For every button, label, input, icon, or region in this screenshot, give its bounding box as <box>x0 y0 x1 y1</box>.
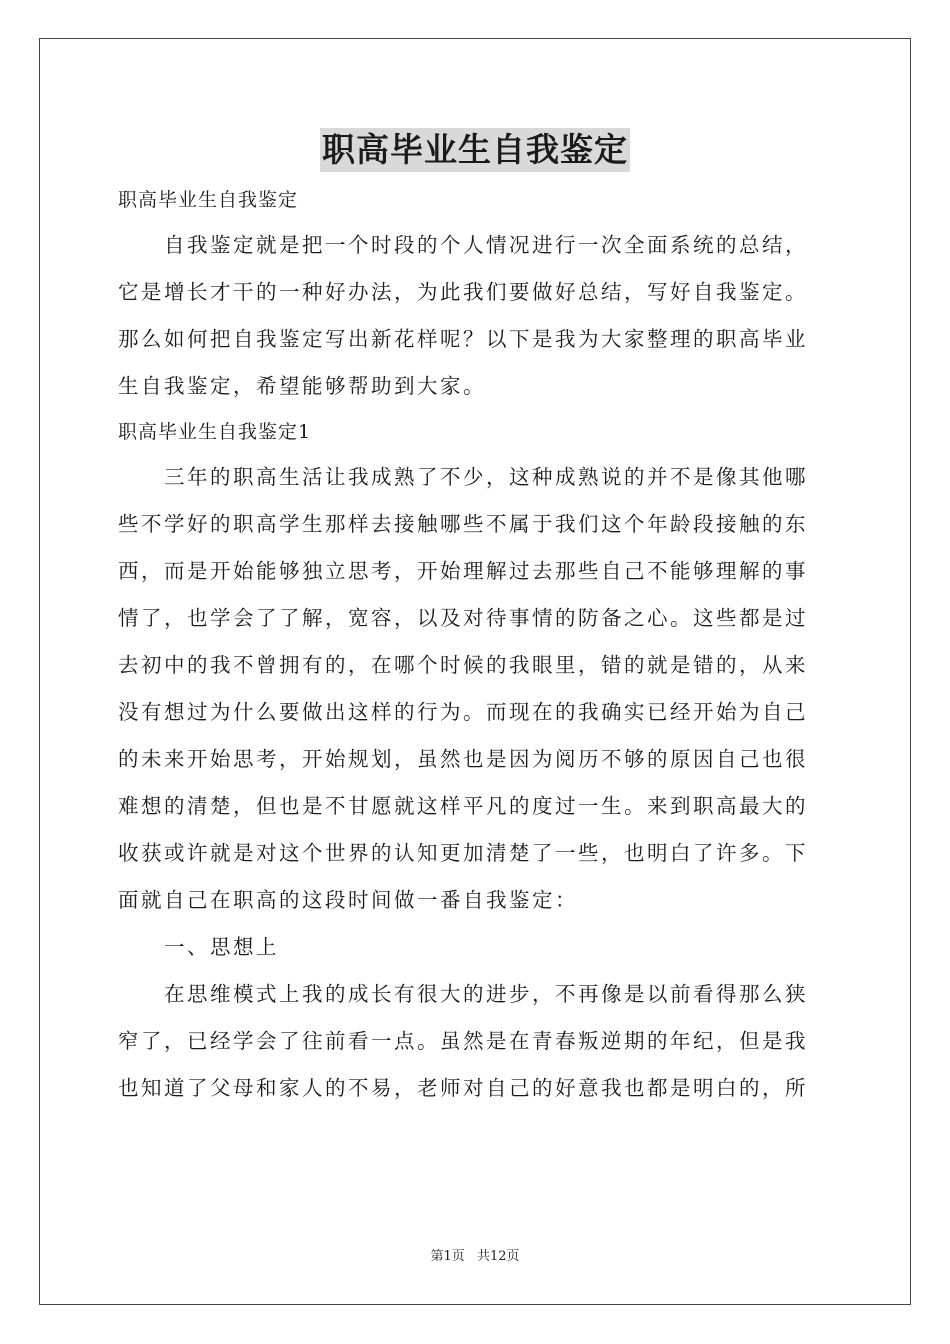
section-line: 面就自己在职高的这段时间做一番自我鉴定： <box>118 888 578 912</box>
intro-line: 那么如何把自我鉴定写出新花样呢？以下是我为大家整理的职高毕业 <box>118 327 808 351</box>
section-line: 西，而是开始能够独立思考，开始理解过去那些自己不能够理解的事 <box>118 559 808 583</box>
section-line: 没有想过为什么要做出这样的行为。而现在的我确实已经开始为自己 <box>118 700 808 724</box>
section-line: 难想的清楚，但也是不甘愿就这样平凡的度过一生。来到职高最大的 <box>118 794 808 818</box>
page-number: 第1页 <box>430 1249 465 1264</box>
section-line: 些不学好的职高学生那样去接触哪些不属于我们这个年龄段接触的东 <box>118 512 808 536</box>
intro-line: 自我鉴定就是把一个时段的个人情况进行一次全面系统的总结， <box>164 233 808 257</box>
section-line: 去初中的我不曾拥有的，在哪个时候的我眼里，错的就是错的，从来 <box>118 653 808 677</box>
document-title: 职高毕业生自我鉴定 <box>320 128 630 172</box>
document-subtitle: 职高毕业生自我鉴定 <box>118 189 299 211</box>
section-line: 收获或许就是对这个世界的认知更加清楚了一些，也明白了许多。下 <box>118 841 808 865</box>
page-total: 共12页 <box>476 1249 520 1264</box>
sub-line: 窄了，已经学会了往前看一点。虽然是在青春叛逆期的年纪，但是我 <box>118 1029 808 1053</box>
document-body <box>118 178 838 1112</box>
sub-line: 在思维模式上我的成长有很大的进步，不再像是以前看得那么狭 <box>164 982 808 1006</box>
sub-line: 也知道了父母和家人的不易，老师对自己的好意我也都是明白的，所 <box>118 1076 808 1100</box>
intro-line: 生自我鉴定，希望能够帮助到大家。 <box>118 374 486 398</box>
section-heading: 职高毕业生自我鉴定1 <box>118 421 312 443</box>
subheading: 一、思想上 <box>164 935 279 959</box>
section-line: 情了，也学会了了解，宽容，以及对待事情的防备之心。这些都是过 <box>118 606 808 630</box>
section-line: 三年的职高生活让我成熟了不少，这种成熟说的并不是像其他哪 <box>164 465 808 489</box>
title-container <box>0 128 950 172</box>
page-footer <box>0 1245 950 1264</box>
section-line: 的未来开始思考，开始规划，虽然也是因为阅历不够的原因自己也很 <box>118 747 808 771</box>
intro-line: 它是增长才干的一种好办法，为此我们要做好总结，写好自我鉴定。 <box>118 280 808 304</box>
